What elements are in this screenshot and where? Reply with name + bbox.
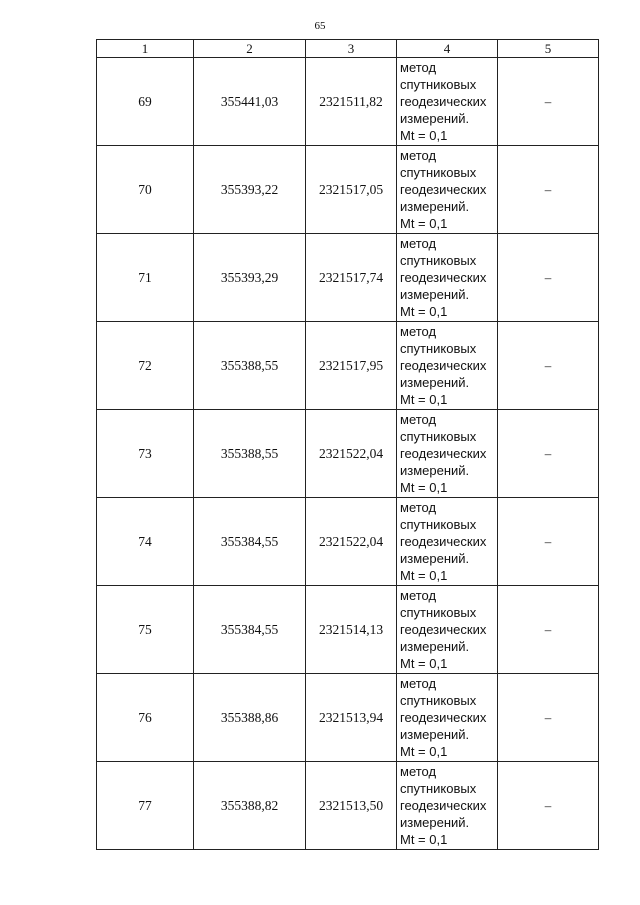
x-coordinate-cell: 355393,29 (194, 234, 306, 322)
header-row (97, 40, 599, 58)
method-cell (397, 58, 498, 146)
method-line: геодезических (400, 358, 487, 373)
method-line: спутниковых (400, 341, 477, 356)
method-line: метод (400, 676, 437, 691)
method-line: спутниковых (400, 429, 477, 444)
method-line: измерений. (400, 287, 470, 302)
y-coordinate-cell: 2321517,95 (306, 322, 397, 410)
method-cell (397, 498, 498, 586)
table-row (97, 146, 599, 234)
accuracy-label: Mt = 0,1 (400, 568, 448, 583)
method-line: спутниковых (400, 605, 477, 620)
method-line: геодезических (400, 798, 487, 813)
method-line: метод (400, 588, 437, 603)
note-cell: – (498, 586, 599, 674)
x-coordinate-cell: 355388,55 (194, 322, 306, 410)
column-header: 4 (397, 40, 498, 58)
x-coordinate-cell: 355441,03 (194, 58, 306, 146)
point-number-cell: 77 (97, 762, 194, 850)
method-line: геодезических (400, 710, 487, 725)
x-coordinate-cell: 355388,86 (194, 674, 306, 762)
point-number-cell: 70 (97, 146, 194, 234)
accuracy-label: Mt = 0,1 (400, 392, 448, 407)
y-coordinate-cell: 2321513,50 (306, 762, 397, 850)
x-coordinate-cell: 355393,22 (194, 146, 306, 234)
method-line: метод (400, 148, 437, 163)
note-cell: – (498, 322, 599, 410)
accuracy-label: Mt = 0,1 (400, 128, 448, 143)
column-header: 3 (306, 40, 397, 58)
note-cell: – (498, 498, 599, 586)
method-line: измерений. (400, 727, 470, 742)
note-cell: – (498, 146, 599, 234)
table-row (97, 762, 599, 850)
y-coordinate-cell: 2321514,13 (306, 586, 397, 674)
note-cell: – (498, 762, 599, 850)
method-cell (397, 762, 498, 850)
method-line: геодезических (400, 622, 487, 637)
point-number-cell: 73 (97, 410, 194, 498)
method-line: спутниковых (400, 253, 477, 268)
method-cell (397, 586, 498, 674)
accuracy-label: Mt = 0,1 (400, 832, 448, 847)
column-header: 2 (194, 40, 306, 58)
y-coordinate-cell: 2321513,94 (306, 674, 397, 762)
table-row (97, 58, 599, 146)
method-line: геодезических (400, 534, 487, 549)
coordinates-table (96, 39, 599, 850)
method-line: метод (400, 236, 437, 251)
method-cell (397, 146, 498, 234)
table-row (97, 410, 599, 498)
table-row (97, 674, 599, 762)
accuracy-label: Mt = 0,1 (400, 216, 448, 231)
method-line: геодезических (400, 94, 487, 109)
x-coordinate-cell: 355388,55 (194, 410, 306, 498)
method-line: спутниковых (400, 693, 477, 708)
y-coordinate-cell: 2321522,04 (306, 410, 397, 498)
x-coordinate-cell: 355384,55 (194, 498, 306, 586)
table-row (97, 586, 599, 674)
y-coordinate-cell: 2321511,82 (306, 58, 397, 146)
column-header: 5 (498, 40, 599, 58)
x-coordinate-cell: 355384,55 (194, 586, 306, 674)
method-line: метод (400, 764, 437, 779)
note-cell: – (498, 234, 599, 322)
column-header: 1 (97, 40, 194, 58)
method-line: геодезических (400, 182, 487, 197)
method-line: спутниковых (400, 77, 477, 92)
method-line: спутниковых (400, 517, 477, 532)
method-cell (397, 322, 498, 410)
method-cell (397, 674, 498, 762)
table-row (97, 322, 599, 410)
method-line: измерений. (400, 463, 470, 478)
y-coordinate-cell: 2321517,74 (306, 234, 397, 322)
y-coordinate-cell: 2321522,04 (306, 498, 397, 586)
method-line: спутниковых (400, 165, 477, 180)
y-coordinate-cell: 2321517,05 (306, 146, 397, 234)
accuracy-label: Mt = 0,1 (400, 304, 448, 319)
method-line: метод (400, 412, 437, 427)
method-line: геодезических (400, 446, 487, 461)
method-line: геодезических (400, 270, 487, 285)
method-line: измерений. (400, 639, 470, 654)
method-line: измерений. (400, 551, 470, 566)
accuracy-label: Mt = 0,1 (400, 744, 448, 759)
point-number-cell: 69 (97, 58, 194, 146)
point-number-cell: 76 (97, 674, 194, 762)
method-line: измерений. (400, 815, 470, 830)
page-number: 65 (314, 20, 326, 32)
note-cell: – (498, 410, 599, 498)
method-line: метод (400, 324, 437, 339)
accuracy-label: Mt = 0,1 (400, 656, 448, 671)
method-line: измерений. (400, 375, 470, 390)
method-line: измерений. (400, 199, 470, 214)
table-row (97, 234, 599, 322)
point-number-cell: 74 (97, 498, 194, 586)
note-cell: – (498, 58, 599, 146)
method-cell (397, 234, 498, 322)
method-line: метод (400, 60, 437, 75)
point-number-cell: 71 (97, 234, 194, 322)
note-cell: – (498, 674, 599, 762)
method-line: спутниковых (400, 781, 477, 796)
accuracy-label: Mt = 0,1 (400, 480, 448, 495)
x-coordinate-cell: 355388,82 (194, 762, 306, 850)
table-row (97, 498, 599, 586)
point-number-cell: 75 (97, 586, 194, 674)
method-line: измерений. (400, 111, 470, 126)
point-number-cell: 72 (97, 322, 194, 410)
table-body (97, 58, 599, 850)
method-line: метод (400, 500, 437, 515)
method-cell (397, 410, 498, 498)
